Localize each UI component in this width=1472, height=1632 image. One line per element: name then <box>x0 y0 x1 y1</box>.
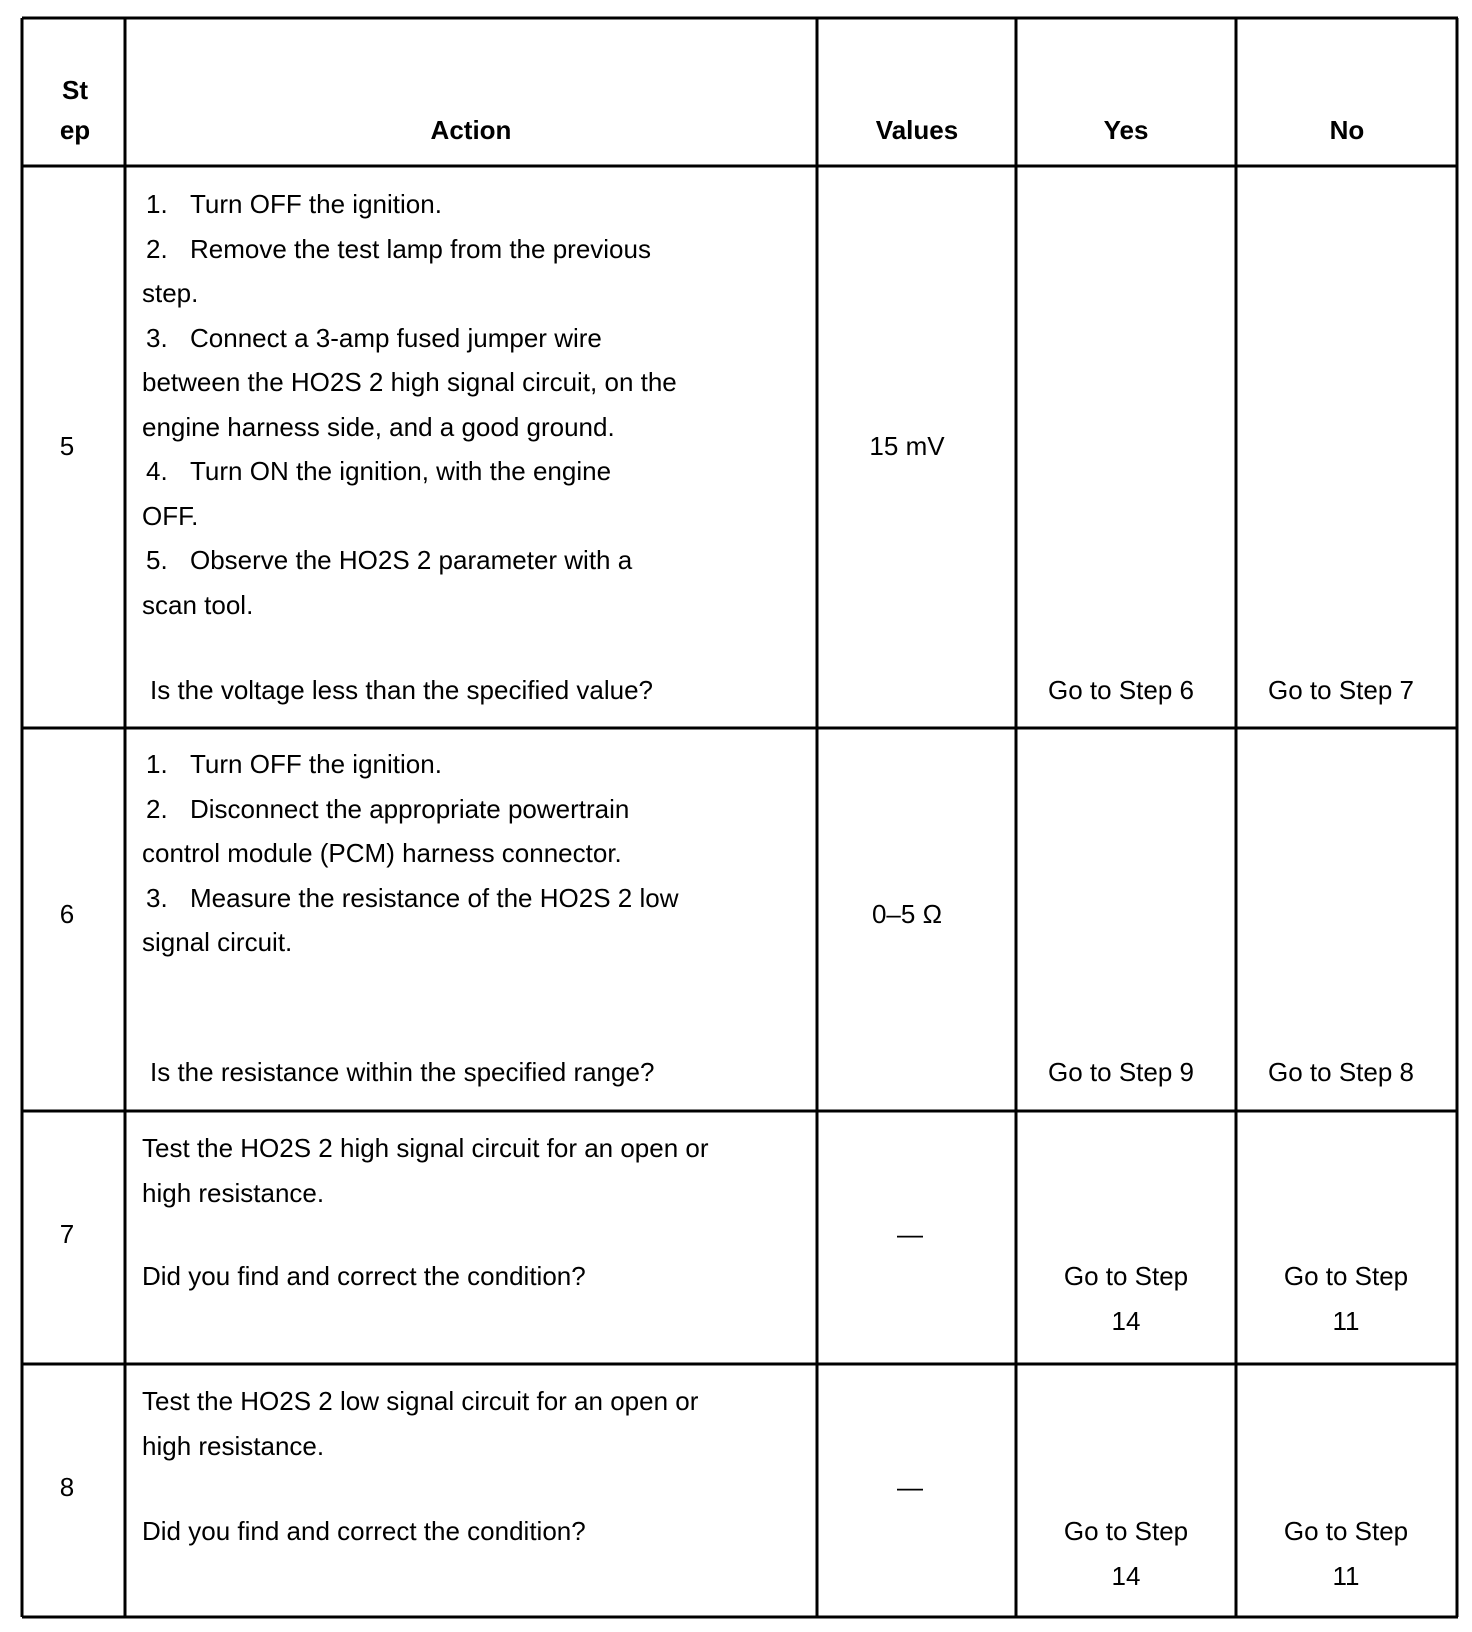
row-6-question: Is the resistance within the specified range? <box>150 1057 655 1087</box>
row-6-value: 0–5 Ω <box>871 899 943 929</box>
instruction-item: 3. Measure the resistance of the HO2S 2 low signal circuit. <box>142 882 679 957</box>
instruction-item: 2. Disconnect the appropriate powertrain control module (PCM) harness connector. <box>142 793 630 868</box>
row-5-action <box>142 182 812 627</box>
row-6-instructions <box>142 742 812 965</box>
header-values: Values <box>875 115 959 145</box>
header-yes: Yes <box>1103 115 1149 145</box>
row-8-step: 8 <box>59 1472 75 1502</box>
row-5-no: Go to Step 7 <box>1268 675 1414 705</box>
row-8-no: Go to Step 11 <box>1283 1516 1409 1591</box>
header-step <box>25 70 125 150</box>
row-5-value: 15 mV <box>869 431 945 461</box>
row-8-text-line2: high resistance. <box>142 1430 325 1461</box>
row-6-action <box>142 742 812 965</box>
row-7-step: 7 <box>59 1219 75 1249</box>
row-5-step: 5 <box>59 431 75 461</box>
row-8-action <box>142 1379 812 1468</box>
row-7-yes: Go to Step 14 <box>1063 1261 1189 1336</box>
row-7-text-line1: Test the HO2S 2 high signal circuit for an open or <box>142 1133 709 1163</box>
row-8-yes: Go to Step 14 <box>1063 1516 1189 1591</box>
row-7-text-line2: high resistance. <box>142 1177 325 1208</box>
row-6-no: Go to Step 8 <box>1268 1057 1414 1087</box>
row-7-value: — <box>897 1219 923 1249</box>
instruction-item: 2. Remove the test lamp from the previous step. <box>142 233 651 308</box>
instruction-item: 1. Turn OFF the ignition. <box>146 749 442 779</box>
row-8-text-line1: Test the HO2S 2 low signal circuit for an open or <box>142 1386 699 1416</box>
instruction-item: 4. Turn ON the ignition, with the engine OFF. <box>142 456 612 531</box>
row-8-value: — <box>897 1472 923 1502</box>
row-5-instructions <box>142 182 812 627</box>
row-7-action <box>142 1126 812 1215</box>
row-5-yes: Go to Step 6 <box>1048 675 1194 705</box>
row-7-question: Did you find and correct the condition? <box>142 1261 586 1291</box>
row-6-yes: Go to Step 9 <box>1048 1057 1194 1087</box>
header-step-line2: ep <box>59 115 91 145</box>
header-no: No <box>1329 115 1365 145</box>
header-step-line1: St <box>62 75 88 105</box>
row-5-question: Is the voltage less than the specified value? <box>150 675 653 705</box>
instruction-item: 1. Turn OFF the ignition. <box>146 189 442 219</box>
row-6-step: 6 <box>59 899 75 929</box>
instruction-item: 5. Observe the HO2S 2 parameter with a scan tool. <box>142 545 633 620</box>
header-action: Action <box>430 115 512 145</box>
instruction-item: 3. Connect a 3-amp fused jumper wire between the HO2S 2 high signal circuit, on the engine harness side, and a good ground. <box>142 322 677 442</box>
row-7-no: Go to Step 11 <box>1283 1261 1409 1336</box>
row-8-question: Did you find and correct the condition? <box>142 1516 586 1546</box>
